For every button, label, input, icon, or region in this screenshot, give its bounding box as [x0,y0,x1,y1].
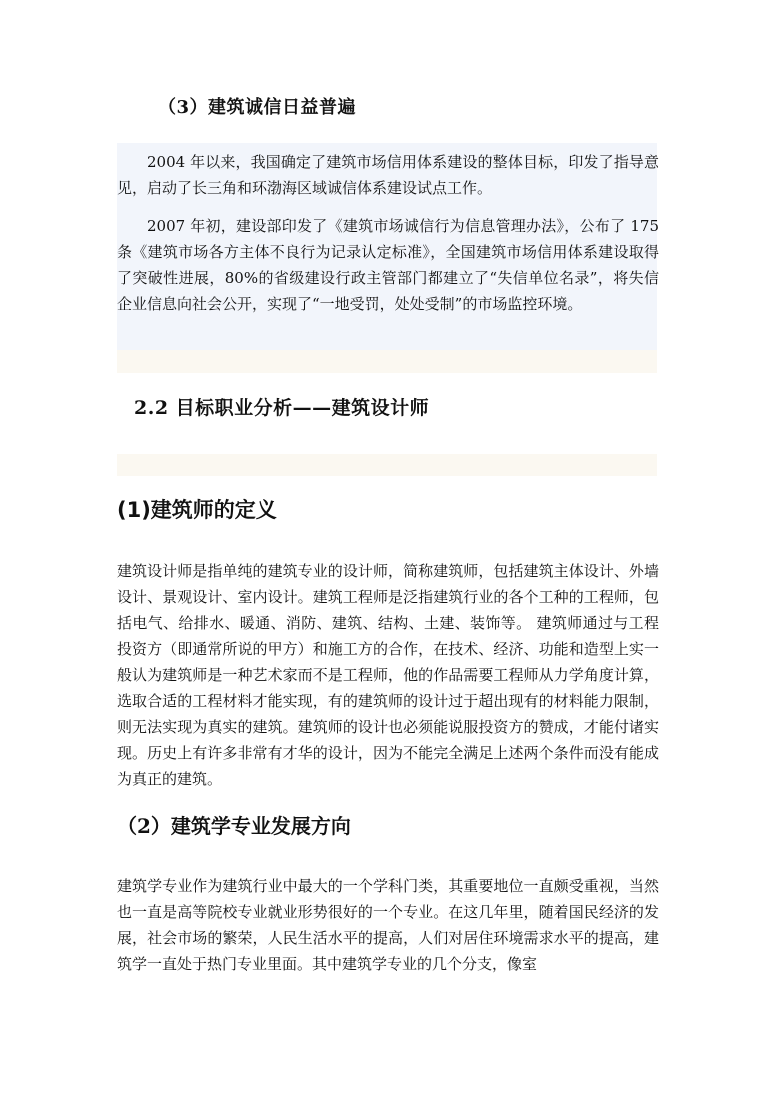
section-3-paragraph-1: 2004 年以来，我国确定了建筑市场信用体系建设的整体目标，印发了指导意见，启动了长三角和环渤海区域诚信体系建设试点工作。 [117,153,659,197]
definition-heading: (1)建筑师的定义 [117,498,277,522]
direction-heading: （2）建筑学专业发展方向 [117,814,351,838]
shaded-spacer [117,350,657,373]
direction-paragraph: 建筑学专业作为建筑行业中最大的一个学科门类，其重要地位一直颇受重视，当然也一直是高等院校专业就业形势很好的一个专业。在这几年里，随着国民经济的发展，社会市场的繁荣，人民生活水平的提高，人们对居住环境需求水平的提高，建筑学一直处于热门专业里面。其中建筑学专业的几个分支，像室 [117,877,659,973]
shaded-spacer-2 [117,454,657,476]
definition-paragraph: 建筑设计师是指单纯的建筑专业的设计师，简称建筑师，包括建筑主体设计、外墙设计、景观设计、室内设计。建筑工程师是泛指建筑行业的各个工种的工程师，包括电气、给排水、暖通、消防、建筑、结构、土建、装饰等。 建筑师通过与工程投资方（即通常所说的甲方）和施工方的合作，在技术、经济、功能和造型上实一般认为建筑师是一种艺术家而不是工程师，他的作品需要工程师从力学角度计算，选取合适的工程材料才能实现，有的建筑师的设计过于超出现有的材料能力限制，则无法实现为真实的建筑。建筑师的设计也必须能说服投资方的赞成，才能付诸实现。历史上有许多非常有才华的设计，因为不能完全满足上述两个条件而没有能成为真正的建筑。 [117,562,659,788]
section-2-2-heading: 2.2 目标职业分析——建筑设计师 [134,397,430,419]
section-3-paragraph-2: 2007 年初，建设部印发了《建筑市场诚信行为信息管理办法》，公布了 175 条《建筑市场各方主体不良行为记录认定标准》，全国建筑市场信用体系建设取得了突破性进展，80%的省级建设行政主管部门都建立了“失信单位名录”，将失信企业信息向社会公开，实现了“一地受罚，处处受制”的市场监控环境。 [117,217,659,313]
section-3-heading: （3）建筑诚信日益普遍 [158,97,357,118]
